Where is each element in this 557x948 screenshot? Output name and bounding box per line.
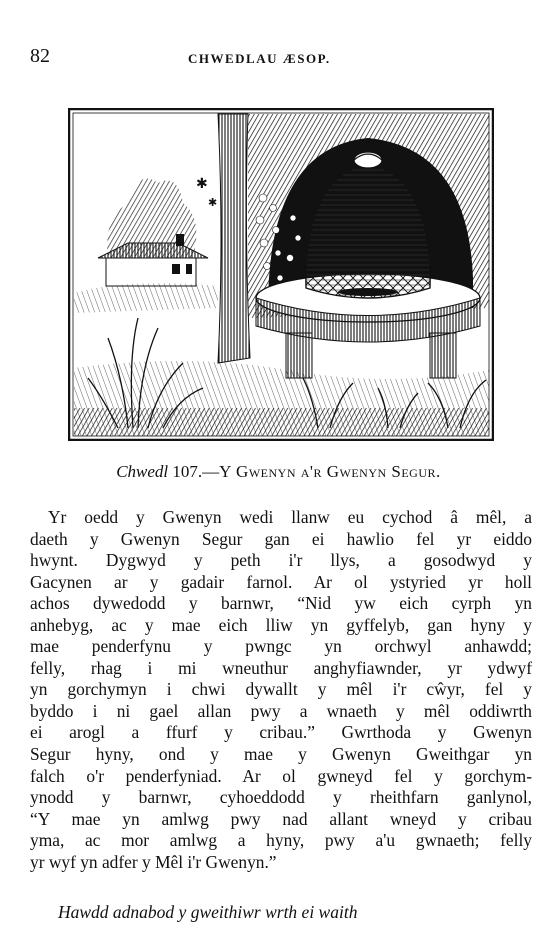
tree-trunk — [218, 114, 250, 363]
body-line: ynodd y barnwr, cyhoeddodd y rheithfarn ganlynol, — [30, 787, 532, 808]
figure-caption — [0, 462, 557, 482]
body-line: Gacynen ar y gadair farnol. Ar ol ystyried yr holl — [30, 571, 532, 592]
svg-text:✱: ✱ — [208, 196, 218, 209]
caption-number: 107.— — [172, 462, 220, 481]
body-line: “Y mae yn amlwg pwy nad allant wneyd y cribau — [30, 808, 532, 829]
body-line: byddo i ni gael allan pwy a wnaeth y mêl oddiwrth — [30, 700, 532, 721]
beehive-illustration — [68, 108, 494, 441]
caption-label: Chwedl — [116, 462, 169, 481]
page-number: 82 — [30, 45, 50, 67]
body-line: Yr oedd y Gwenyn wedi llanw eu cychod â mêl, a — [48, 507, 532, 527]
body-line: daeth y Gwenyn Segur gan ei hawlio fel yr eiddo — [30, 528, 532, 549]
body-line: Segur hyny, ond y mae y Gwenyn Gweithgar yn — [30, 744, 532, 765]
body-line: felly, rhag i mi wneuthur anghyfiawnder, yr ydwyf — [30, 657, 532, 678]
body-line: yma, ac mor amlwg a hyny, pwy a'u gwnaeth; felly — [30, 830, 532, 851]
caption-title: Y Gwenyn a'r Gwenyn Segur. — [219, 462, 441, 481]
body-line: anhebyg, ac y mae eich lliw yn gyffelyb, gan hyny y — [30, 614, 532, 635]
fable-text — [30, 507, 532, 873]
running-head: CHWEDLAU ÆSOP. — [188, 51, 331, 66]
svg-text:✱: ✱ — [196, 176, 208, 192]
body-line: yr wyf yn adfer y Mêl i'r Gwenyn.” — [30, 851, 277, 872]
body-line: hwynt. Dygwyd y peth i'r llys, a gosodwyd y — [30, 550, 532, 571]
body-line: yn gorchymyn i chwi dywallt y mêl i'r cŵyr, fel y — [30, 679, 532, 700]
body-line: ei arogl a ffurf y cribau.” Gwrthoda y Gwenyn — [30, 722, 532, 743]
body-line: achos dywedodd y barnwr, “Nid yw eich cyrph yn — [30, 593, 532, 614]
body-line: mae penderfynu y pwngc yn orchwyl anhawdd; — [30, 636, 532, 657]
body-line: falch o'r penderfyniad. Ar ol gwneyd fel y gorchym- — [30, 765, 532, 786]
moral: Hawdd adnabod y gweithiwr wrth ei waith — [58, 902, 358, 922]
